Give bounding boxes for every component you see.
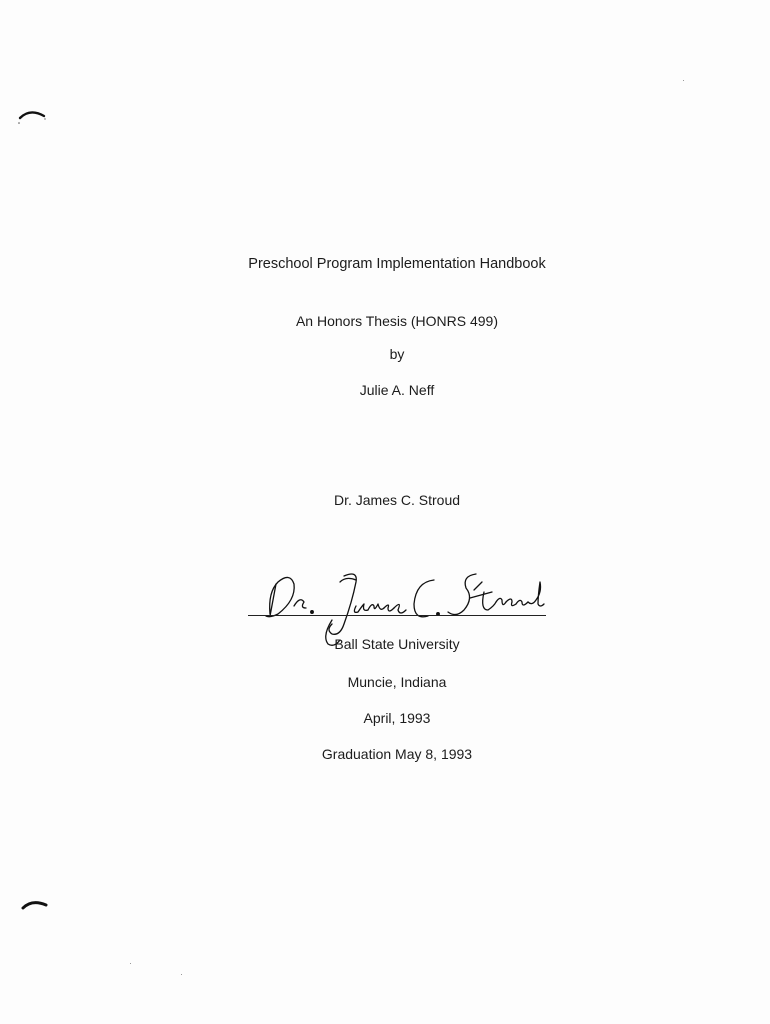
scan-speck <box>130 963 131 964</box>
signature-line <box>248 615 546 616</box>
thesis-subtitle: An Honors Thesis (HONRS 499) <box>295 313 499 329</box>
institution-name: Ball State University <box>334 636 460 652</box>
author-name: Julie A. Neff <box>359 382 435 398</box>
scan-artifact-mark <box>20 896 50 916</box>
graduation-date: Graduation May 8, 1993 <box>321 746 473 762</box>
scan-speck <box>683 80 684 81</box>
scan-speck <box>181 974 182 975</box>
scan-artifact-mark <box>16 104 50 128</box>
advisor-name: Dr. James C. Stroud <box>333 492 461 508</box>
institution-location: Muncie, Indiana <box>347 674 447 690</box>
thesis-title: Preschool Program Implementation Handbook <box>248 256 546 272</box>
by-label: by <box>389 346 405 362</box>
submission-date: April, 1993 <box>363 710 431 726</box>
